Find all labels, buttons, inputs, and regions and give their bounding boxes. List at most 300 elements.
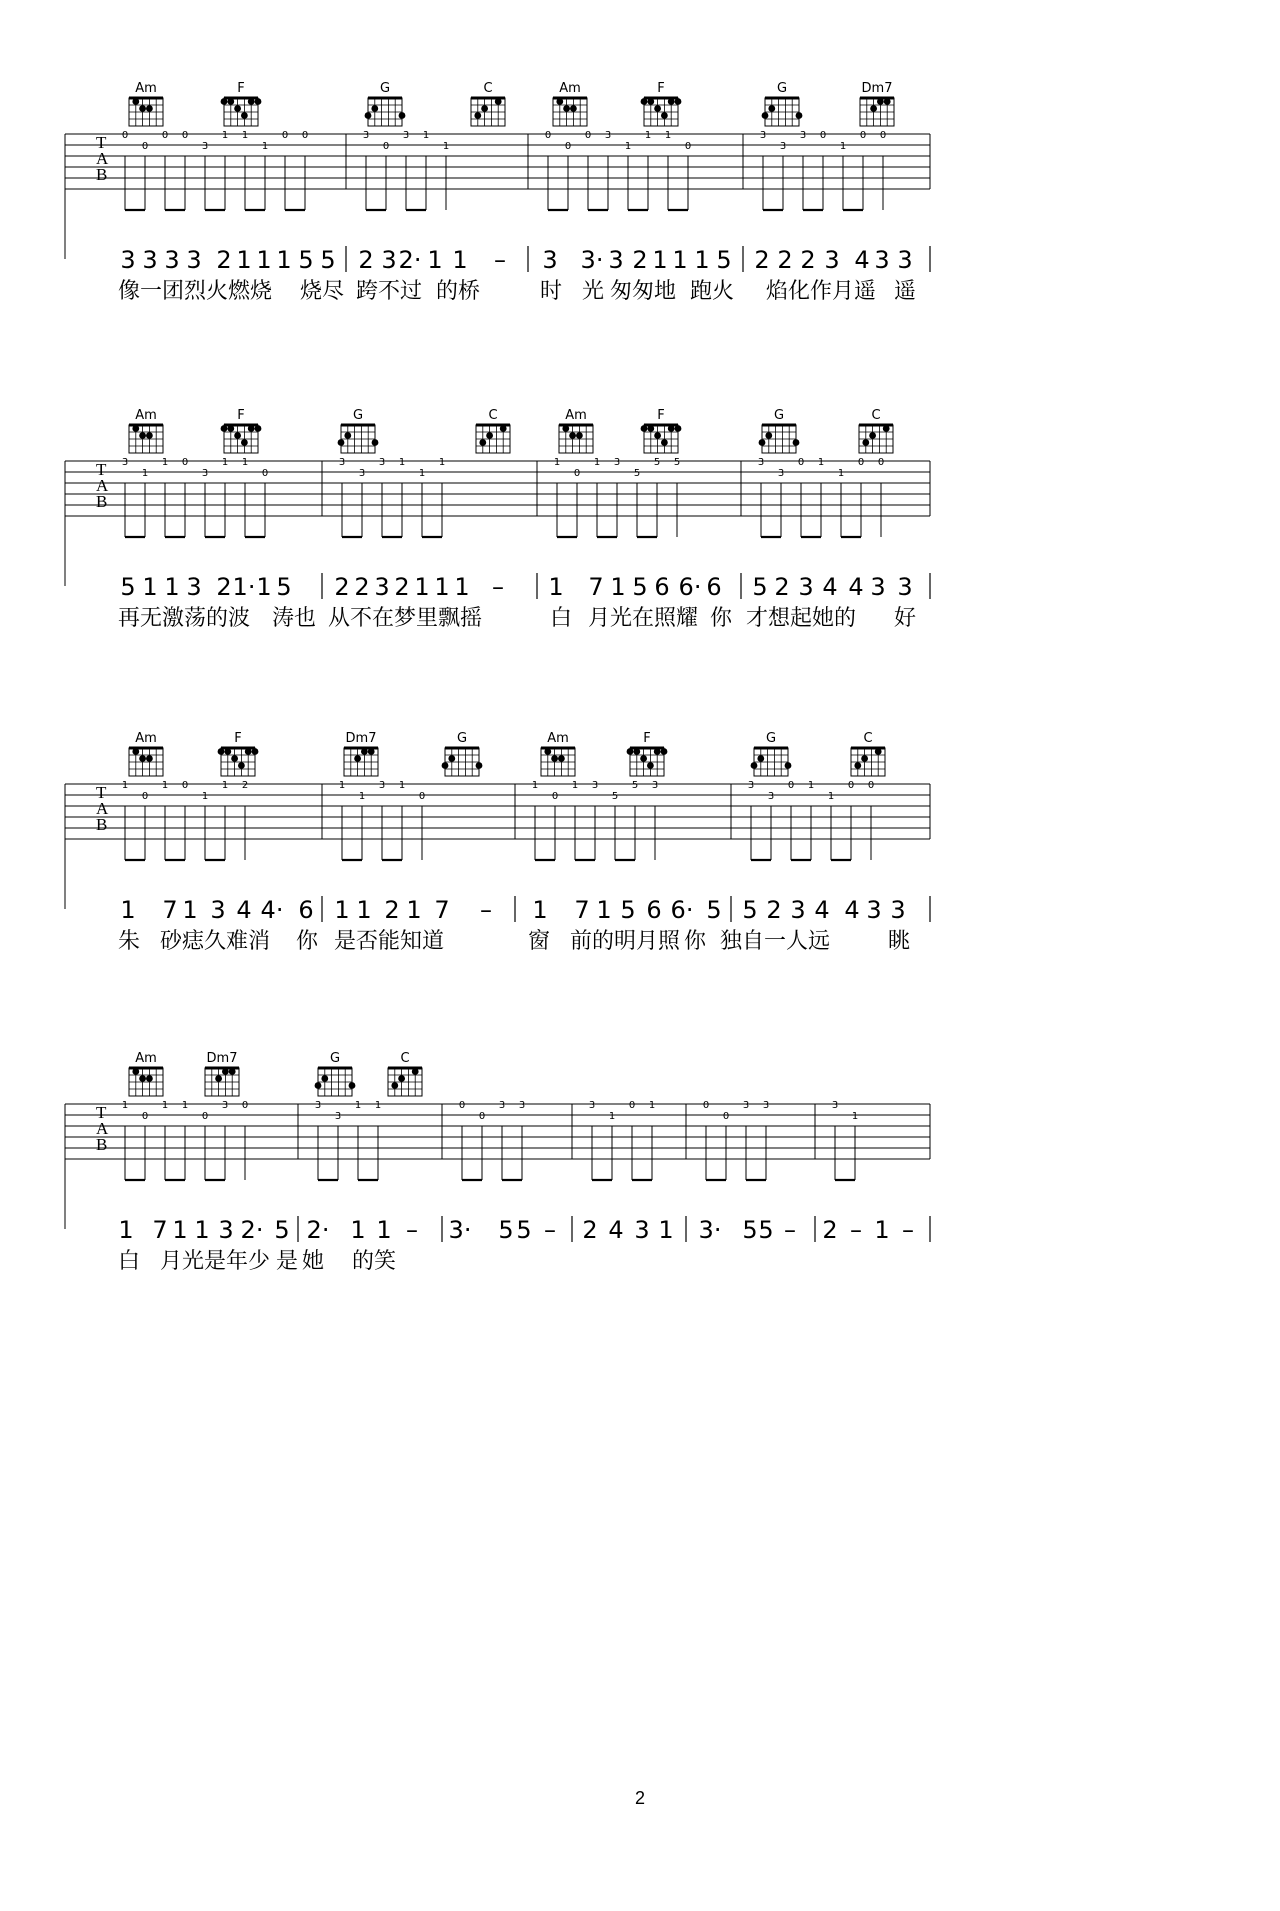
tab-clef-letter: T <box>96 460 107 479</box>
lyric-text: 月光是年少 <box>160 1249 271 1274</box>
system-svg <box>0 728 1280 1038</box>
notation-note: 2 <box>216 573 232 601</box>
tab-fret-number: 1 <box>221 780 229 791</box>
chord-diagram-g <box>762 81 803 126</box>
lyric-text: 是 <box>276 1249 299 1274</box>
music-system-2 <box>0 405 1280 725</box>
tab-clef-letter: B <box>96 815 108 834</box>
tab-clef-letter: T <box>96 783 107 802</box>
notation-note: 3 <box>542 246 558 274</box>
tab-clef-letter: A <box>96 476 109 495</box>
tab-staff <box>65 783 930 909</box>
notation-note: 1 <box>532 896 548 924</box>
chord-name: Am <box>547 731 569 746</box>
tab-fret-number: 0 <box>478 1111 486 1122</box>
chord-diagram-am <box>129 731 163 776</box>
notation-note: 3 <box>381 246 397 274</box>
tab-fret-number: 0 <box>241 1100 249 1111</box>
notation-note: 5 <box>742 1216 758 1244</box>
system-svg <box>0 1048 1280 1368</box>
tab-fret-number: 0 <box>797 457 805 468</box>
tab-fret-number: 0 <box>141 1111 149 1122</box>
tab-fret-number: 0 <box>418 791 426 802</box>
chord-name: F <box>237 408 245 423</box>
lyric-text: 烧尽 <box>300 279 345 304</box>
lyric-text: 独自一人远 <box>720 929 831 954</box>
notation-note: 4 <box>848 573 864 601</box>
lyric-text: 涛也 <box>272 606 317 631</box>
chord-diagram-c <box>476 408 510 453</box>
tab-fret-number: 0 <box>141 141 149 152</box>
lyric-text: 才想起她的 <box>746 606 857 631</box>
tab-fret-number: 1 <box>201 791 209 802</box>
chord-diagram-dm7 <box>860 81 894 126</box>
notation-note: 2 <box>774 573 790 601</box>
tab-fret-number: 1 <box>442 141 450 152</box>
notation-note: 1 <box>694 246 710 274</box>
tab-fret-number: 1 <box>241 457 249 468</box>
tab-fret-number: 3 <box>747 780 755 791</box>
notation-note: 1 <box>672 246 688 274</box>
tab-fret-number: 3 <box>121 457 129 468</box>
notation-note: 6· <box>678 573 702 601</box>
chord-name: F <box>234 731 242 746</box>
lyric-text: 白 <box>550 606 573 631</box>
system-svg <box>0 405 1280 725</box>
tab-fret-number: 1 <box>553 457 561 468</box>
chord-diagram-am <box>129 81 163 126</box>
chord-diagram-f <box>221 81 262 126</box>
notation-note: 2 <box>582 1216 598 1244</box>
notation-note: 3· <box>698 1216 722 1244</box>
tab-fret-number: 3 <box>777 468 785 479</box>
lyric-text: 匆匆地 <box>610 279 677 304</box>
chord-diagram-c <box>388 1051 422 1096</box>
notation-note: – <box>544 1216 556 1244</box>
notation-note: 2 <box>216 246 232 274</box>
tab-fret-number: 5 <box>611 791 619 802</box>
tab-fret-number: 1 <box>807 780 815 791</box>
tab-fret-number: 0 <box>181 130 189 141</box>
tab-fret-number: 0 <box>564 141 572 152</box>
tab-fret-number: 3 <box>831 1100 839 1111</box>
tab-fret-number: 3 <box>378 457 386 468</box>
notation-note: 1 <box>350 1216 366 1244</box>
chord-diagram-c <box>859 408 893 453</box>
tab-fret-number: 0 <box>121 130 129 141</box>
notation-note: 1 <box>120 896 136 924</box>
notation-note: 1 <box>658 1216 674 1244</box>
tab-fret-number: 0 <box>628 1100 636 1111</box>
lyric-text: 再无激荡的波 <box>118 606 251 631</box>
notation-note: 2· <box>398 246 422 274</box>
notation-note: 3 <box>798 573 814 601</box>
tab-fret-number: 1 <box>141 468 149 479</box>
notation-note: 2 <box>800 246 816 274</box>
notation-note: 1 <box>256 246 272 274</box>
tab-fret-number: 0 <box>877 457 885 468</box>
notation-note: 5 <box>498 1216 514 1244</box>
tab-fret-number: 3 <box>742 1100 750 1111</box>
chord-diagram-am <box>129 408 163 453</box>
notation-note: 4 <box>822 573 838 601</box>
tab-fret-number: 1 <box>221 457 229 468</box>
chord-diagram-g <box>365 81 406 126</box>
notation-note: 1 <box>376 1216 392 1244</box>
chord-diagram-g <box>751 731 792 776</box>
tab-fret-number: 3 <box>757 457 765 468</box>
chord-name: F <box>643 731 651 746</box>
music-system-4 <box>0 1048 1280 1368</box>
notation-note: 2 <box>777 246 793 274</box>
chord-name: Dm7 <box>345 731 377 746</box>
tab-fret-number: 0 <box>867 780 875 791</box>
notation-note: 1· <box>232 573 256 601</box>
tab-fret-number: 3 <box>358 468 366 479</box>
notation-note: 1 <box>142 573 158 601</box>
notation-note: 1 <box>334 896 350 924</box>
tab-fret-number: 2 <box>241 780 249 791</box>
chord-name: Am <box>559 81 581 96</box>
notation-note: 4 <box>814 896 830 924</box>
tab-fret-number: 3 <box>759 130 767 141</box>
notation-note: 6 <box>298 896 314 924</box>
notation-note: 7 <box>588 573 604 601</box>
notation-note: 4 <box>608 1216 624 1244</box>
notation-note: 3 <box>186 573 202 601</box>
tab-fret-number: 1 <box>161 1100 169 1111</box>
tab-fret-number: 0 <box>382 141 390 152</box>
tab-fret-number: 0 <box>684 141 692 152</box>
notation-note: 1 <box>610 573 626 601</box>
notation-note: 5 <box>706 896 722 924</box>
tab-fret-number: 1 <box>839 141 847 152</box>
tab-fret-number: 3 <box>799 130 807 141</box>
tab-fret-number: 1 <box>261 141 269 152</box>
tab-fret-number: 1 <box>398 780 406 791</box>
notation-note: 1 <box>406 896 422 924</box>
chord-name: G <box>379 81 391 96</box>
chord-name: C <box>400 1051 410 1066</box>
notation-note: 3 <box>870 573 886 601</box>
notation-note: 1 <box>276 246 292 274</box>
tab-fret-number: 0 <box>141 791 149 802</box>
tab-fret-number: 5 <box>653 457 661 468</box>
chord-diagram-am <box>559 408 593 453</box>
tab-fret-number: 0 <box>847 780 855 791</box>
notation-note: 3 <box>210 896 226 924</box>
tab-staff <box>65 460 930 586</box>
music-system-1 <box>0 78 1280 348</box>
chord-name: G <box>776 81 788 96</box>
notation-note: – <box>480 896 492 924</box>
notation-note: 3 <box>890 896 906 924</box>
chord-name: F <box>657 81 665 96</box>
notation-note: 2· <box>306 1216 330 1244</box>
tab-fret-number: 0 <box>261 468 269 479</box>
notation-note: 3 <box>634 1216 650 1244</box>
chord-name: G <box>456 731 468 746</box>
notation-note: 3 <box>120 246 136 274</box>
lyric-text: 朱 <box>118 929 141 954</box>
tab-fret-number: 0 <box>181 457 189 468</box>
chord-diagram-f <box>221 408 262 453</box>
tab-fret-number: 1 <box>571 780 579 791</box>
page-number: 2 <box>634 1788 645 1808</box>
notation-note: 3 <box>374 573 390 601</box>
chord-name: C <box>863 731 873 746</box>
tab-fret-number: 1 <box>398 457 406 468</box>
chord-diagram-f <box>627 731 668 776</box>
chord-name: Dm7 <box>206 1051 238 1066</box>
notation-note: 3 <box>897 246 913 274</box>
tab-fret-number: 3 <box>314 1100 322 1111</box>
tab-fret-number: 5 <box>631 780 639 791</box>
notation-note: 5 <box>320 246 336 274</box>
tab-fret-number: 3 <box>334 1111 342 1122</box>
tab-fret-number: 3 <box>613 457 621 468</box>
tab-fret-number: 0 <box>544 130 552 141</box>
lyric-text: 你 <box>710 606 733 631</box>
notation-note: 3 <box>608 246 624 274</box>
lyric-text: 前的明月照 <box>570 929 681 954</box>
chord-name: C <box>488 408 498 423</box>
tab-fret-number: 3 <box>201 468 209 479</box>
notation-note: 5 <box>716 246 732 274</box>
lyric-text: 时 <box>540 279 563 304</box>
lyric-text: 的笑 <box>352 1249 397 1274</box>
system-svg <box>0 78 1280 348</box>
notation-note: – <box>406 1216 418 1244</box>
tab-fret-number: 1 <box>827 791 835 802</box>
notation-note: 5 <box>752 573 768 601</box>
notation-note: 2 <box>334 573 350 601</box>
tab-fret-number: 1 <box>648 1100 656 1111</box>
tab-fret-number: 0 <box>879 130 887 141</box>
chord-diagram-g <box>442 731 483 776</box>
notation-note: 5 <box>620 896 636 924</box>
tab-fret-number: 3 <box>518 1100 526 1111</box>
notation-note: 4 <box>854 246 870 274</box>
tab-fret-number: 3 <box>591 780 599 791</box>
notation-note: 3 <box>866 896 882 924</box>
tab-fret-number: 1 <box>241 130 249 141</box>
notation-note: 7 <box>434 896 450 924</box>
lyric-text: 月光在照耀 <box>588 606 699 631</box>
notation-note: 5 <box>742 896 758 924</box>
chord-diagram-dm7 <box>205 1051 239 1096</box>
lyric-text: 眺 <box>888 929 911 954</box>
chord-diagram-g <box>338 408 379 453</box>
notation-note: 2 <box>632 246 648 274</box>
tab-fret-number: 1 <box>418 468 426 479</box>
lyric-text: 好 <box>894 606 917 631</box>
tab-fret-number: 3 <box>762 1100 770 1111</box>
lyric-text: 光 <box>582 279 605 304</box>
chord-diagram-c <box>471 81 505 126</box>
tab-fret-number: 1 <box>644 130 652 141</box>
notation-note: 2 <box>384 896 400 924</box>
lyric-text: 从不在梦里飘摇 <box>328 606 483 631</box>
tab-fret-number: 1 <box>161 457 169 468</box>
tab-fret-number: 1 <box>422 130 430 141</box>
notation-note: 1 <box>172 1216 188 1244</box>
notation-note: 2· <box>240 1216 264 1244</box>
tab-fret-number: 0 <box>301 130 309 141</box>
chord-name: Am <box>565 408 587 423</box>
tab-fret-number: 1 <box>593 457 601 468</box>
tab-fret-number: 3 <box>201 141 209 152</box>
notation-note: – <box>494 246 506 274</box>
tab-fret-number: 3 <box>604 130 612 141</box>
notation-note: 1 <box>434 573 450 601</box>
tab-staff <box>65 133 930 259</box>
chord-diagram-dm7 <box>344 731 378 776</box>
tab-fret-number: 1 <box>608 1111 616 1122</box>
chord-diagram-f <box>641 408 682 453</box>
notation-note: 5 <box>632 573 648 601</box>
tab-fret-number: 1 <box>354 1100 362 1111</box>
chord-name: C <box>483 81 493 96</box>
notation-note: 3 <box>824 246 840 274</box>
notation-note: – <box>492 573 504 601</box>
tab-fret-number: 1 <box>161 780 169 791</box>
tab-fret-number: 0 <box>722 1111 730 1122</box>
notation-note: 7 <box>152 1216 168 1244</box>
chord-diagram-g <box>759 408 800 453</box>
chord-name: F <box>237 81 245 96</box>
lyric-text: 像一团烈火燃烧 <box>118 279 273 304</box>
notation-note: 5 <box>276 573 292 601</box>
notation-note: 2 <box>358 246 374 274</box>
notation-note: 2 <box>394 573 410 601</box>
tab-fret-number: 3 <box>338 457 346 468</box>
tab-clef-letter: A <box>96 149 109 168</box>
tab-fret-number: 0 <box>859 130 867 141</box>
notation-note: 1 <box>356 896 372 924</box>
chord-name: G <box>329 1051 341 1066</box>
lyric-text: 跑火 <box>690 279 735 304</box>
chord-diagram-am <box>541 731 575 776</box>
notation-note: 1 <box>194 1216 210 1244</box>
notation-note: 2 <box>822 1216 838 1244</box>
chord-name: G <box>765 731 777 746</box>
tab-fret-number: 0 <box>573 468 581 479</box>
tab-clef-letter: B <box>96 492 108 511</box>
notation-note: 3 <box>790 896 806 924</box>
tab-fret-number: 1 <box>851 1111 859 1122</box>
notation-note: 3 <box>897 573 913 601</box>
notation-note: 1 <box>652 246 668 274</box>
notation-note: 6 <box>654 573 670 601</box>
tab-fret-number: 3 <box>221 1100 229 1111</box>
chord-name: Am <box>135 731 157 746</box>
lyric-text: 的桥 <box>436 279 481 304</box>
notation-note: 1 <box>548 573 564 601</box>
tab-fret-number: 1 <box>338 780 346 791</box>
tab-clef-letter: A <box>96 1119 109 1138</box>
tab-fret-number: 3 <box>651 780 659 791</box>
lyric-text: 遥 <box>894 279 917 304</box>
notation-note: 4 <box>236 896 252 924</box>
notation-note: 5 <box>298 246 314 274</box>
tab-fret-number: 3 <box>378 780 386 791</box>
tab-fret-number: 5 <box>633 468 641 479</box>
notation-note: 1 <box>256 573 272 601</box>
notation-note: 1 <box>164 573 180 601</box>
notation-note: 3 <box>186 246 202 274</box>
tab-clef-letter: B <box>96 1135 108 1154</box>
chord-name: Dm7 <box>861 81 893 96</box>
tab-staff <box>65 1103 930 1229</box>
tab-fret-number: 1 <box>121 780 129 791</box>
tab-fret-number: 0 <box>787 780 795 791</box>
notation-note: 3 <box>164 246 180 274</box>
notation-note: 5 <box>758 1216 774 1244</box>
chord-name: G <box>352 408 364 423</box>
tab-fret-number: 1 <box>121 1100 129 1111</box>
tab-fret-number: 5 <box>673 457 681 468</box>
tab-clef-letter: B <box>96 165 108 184</box>
tab-clef-letter: T <box>96 1103 107 1122</box>
notation-note: 3· <box>448 1216 472 1244</box>
tab-fret-number: 0 <box>819 130 827 141</box>
tab-fret-number: 3 <box>779 141 787 152</box>
notation-note: 4· <box>260 896 284 924</box>
chord-name: F <box>657 408 665 423</box>
notation-note: 5 <box>120 573 136 601</box>
lyric-text: 她 <box>302 1249 325 1274</box>
tab-clef-letter: A <box>96 799 109 818</box>
notation-note: 3 <box>874 246 890 274</box>
tab-fret-number: 1 <box>837 468 845 479</box>
lyric-text: 你 <box>684 929 707 954</box>
chord-name: Am <box>135 1051 157 1066</box>
chord-diagram-am <box>553 81 587 126</box>
lyric-text: 砂痣久难消 <box>160 929 271 954</box>
lyric-text: 是否能知道 <box>334 929 445 954</box>
notation-note: 7 <box>574 896 590 924</box>
notation-note: 5 <box>516 1216 532 1244</box>
tab-fret-number: 1 <box>624 141 632 152</box>
tab-fret-number: 1 <box>374 1100 382 1111</box>
tab-fret-number: 0 <box>702 1100 710 1111</box>
lyric-text: 焰化作月遥 <box>766 279 877 304</box>
chord-name: Am <box>135 408 157 423</box>
notation-note: 1 <box>414 573 430 601</box>
notation-note: 1 <box>182 896 198 924</box>
notation-note: 3 <box>142 246 158 274</box>
chord-diagram-c <box>851 731 885 776</box>
notation-note: – <box>850 1216 862 1244</box>
tab-fret-number: 3 <box>498 1100 506 1111</box>
notation-note: 5 <box>274 1216 290 1244</box>
notation-note: – <box>784 1216 796 1244</box>
chord-diagram-g <box>315 1051 356 1096</box>
chord-name: Am <box>135 81 157 96</box>
chord-diagram-f <box>218 731 259 776</box>
notation-note: 6 <box>646 896 662 924</box>
tab-fret-number: 0 <box>201 1111 209 1122</box>
notation-note: 7 <box>162 896 178 924</box>
tab-fret-number: 1 <box>358 791 366 802</box>
notation-note: 4 <box>844 896 860 924</box>
chord-name: C <box>871 408 881 423</box>
notation-note: 1 <box>236 246 252 274</box>
chord-diagram-am <box>129 1051 163 1096</box>
tab-fret-number: 0 <box>458 1100 466 1111</box>
tab-fret-number: 1 <box>181 1100 189 1111</box>
